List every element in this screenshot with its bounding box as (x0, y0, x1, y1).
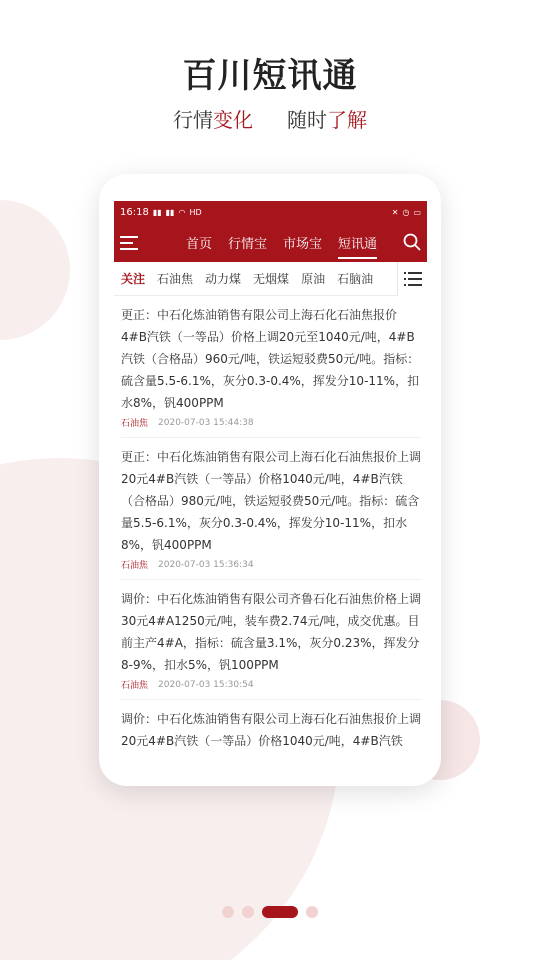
device-clock: 8:21 (478, 6, 526, 28)
category-tab[interactable]: 动力煤 (205, 272, 242, 286)
category-tab[interactable]: 石油焦 (157, 272, 194, 286)
hero-sub-right: 随时了解 (287, 108, 367, 132)
wifi-icon (387, 6, 413, 28)
phone-screen (114, 201, 427, 761)
device-status-bar (0, 0, 540, 36)
hero-title: 百川短讯通 (182, 56, 358, 96)
news-text: 调价：中石化炼油销售有限公司上海石化石油焦报价上调20元4#B汽铁（一等品）价格1040元/吨，4#B汽铁 (121, 712, 422, 748)
page-dot[interactable] (262, 906, 298, 918)
phone-status-bar (114, 201, 427, 223)
menu-icon[interactable] (120, 235, 140, 251)
background-blob-top (0, 200, 70, 340)
page-dot[interactable] (222, 906, 234, 918)
news-list (114, 296, 427, 760)
nav-tabs (186, 223, 377, 262)
app-header (114, 201, 427, 262)
category-more-button[interactable] (397, 262, 427, 296)
page-dot[interactable] (306, 906, 318, 918)
category-tab[interactable]: 关注 (121, 272, 146, 286)
news-date: 2020-07-03 15:30:54 (158, 679, 254, 690)
category-tab[interactable]: 石脑油 (337, 272, 374, 286)
news-item[interactable] (121, 700, 421, 760)
search-icon[interactable] (403, 233, 421, 251)
news-tag: 石油焦 (121, 561, 149, 571)
news-text: 调价：中石化炼油销售有限公司齐鲁石化石油焦价格上调30元4#A1250元/吨，装车费2.74元/吨，成交优惠。目前主产4#A，指标：硫含量3.1%，灰分0.23%，挥发分8-9%，扣水5%，钒100PPM (121, 592, 422, 672)
phone-clock: 16:18 (120, 206, 149, 218)
news-date: 2020-07-03 15:44:38 (158, 417, 254, 428)
phone-mute-icon: ✕ (391, 207, 399, 217)
signal-icon (423, 6, 445, 28)
hero-subtitle (0, 104, 540, 133)
news-item[interactable] (121, 438, 421, 580)
news-meta (121, 558, 421, 571)
category-list (121, 270, 385, 287)
news-item[interactable] (121, 296, 421, 438)
category-bar (114, 262, 427, 296)
phone-mockup (99, 174, 441, 786)
nav-tab[interactable]: 行情宝 (228, 237, 268, 252)
news-tag: 石油焦 (121, 681, 149, 691)
category-tab[interactable]: 无烟煤 (253, 272, 290, 286)
phone-wifi-icon: ◠ (178, 207, 186, 217)
page-dot[interactable] (242, 906, 254, 918)
category-tab[interactable]: 原油 (301, 272, 326, 286)
nav-tab[interactable]: 市场宝 (283, 237, 323, 252)
phone-battery-icon: ▭ (413, 207, 421, 217)
phone-alarm-icon: ◷ (402, 207, 410, 217)
news-tag: 石油焦 (121, 419, 149, 429)
page-indicator (0, 906, 540, 918)
news-text: 更正：中石化炼油销售有限公司上海石化石油焦报价上调20元4#B汽铁（一等品）价格1040元/吨，4#B汽铁（合格品）980元/吨，铁运短驳费50元/吨。指标：硫含量5.5-6.1%，灰分0.3-0.4%，挥发分10-11%，扣水8%，钒400PPM (121, 450, 422, 552)
app-nav (114, 223, 427, 262)
news-date: 2020-07-03 15:36:34 (158, 559, 254, 570)
news-meta (121, 678, 421, 691)
news-meta (121, 416, 421, 429)
list-icon (404, 272, 422, 286)
battery-icon (455, 6, 469, 28)
phone-hd-label: HD (189, 207, 202, 217)
phone-signal-icon: ▮▮ (152, 207, 162, 217)
news-item[interactable] (121, 580, 421, 700)
phone-signal2-icon: ▮▮ (165, 207, 175, 217)
nav-tab[interactable]: 短讯通 (338, 233, 377, 252)
news-text: 更正：中石化炼油销售有限公司上海石化石油焦报价4#B汽铁（一等品）价格上调20元至1040元/吨，4#B汽铁（合格品）960元/吨，铁运短驳费50元/吨。指标：硫含量5.5-6.1%，灰分0.3-0.4%，挥发分10-11%，扣水8%，钒400PPM (121, 308, 420, 410)
hero-sub-left: 行情变化 (173, 108, 253, 132)
nav-tab[interactable]: 首页 (186, 237, 213, 252)
